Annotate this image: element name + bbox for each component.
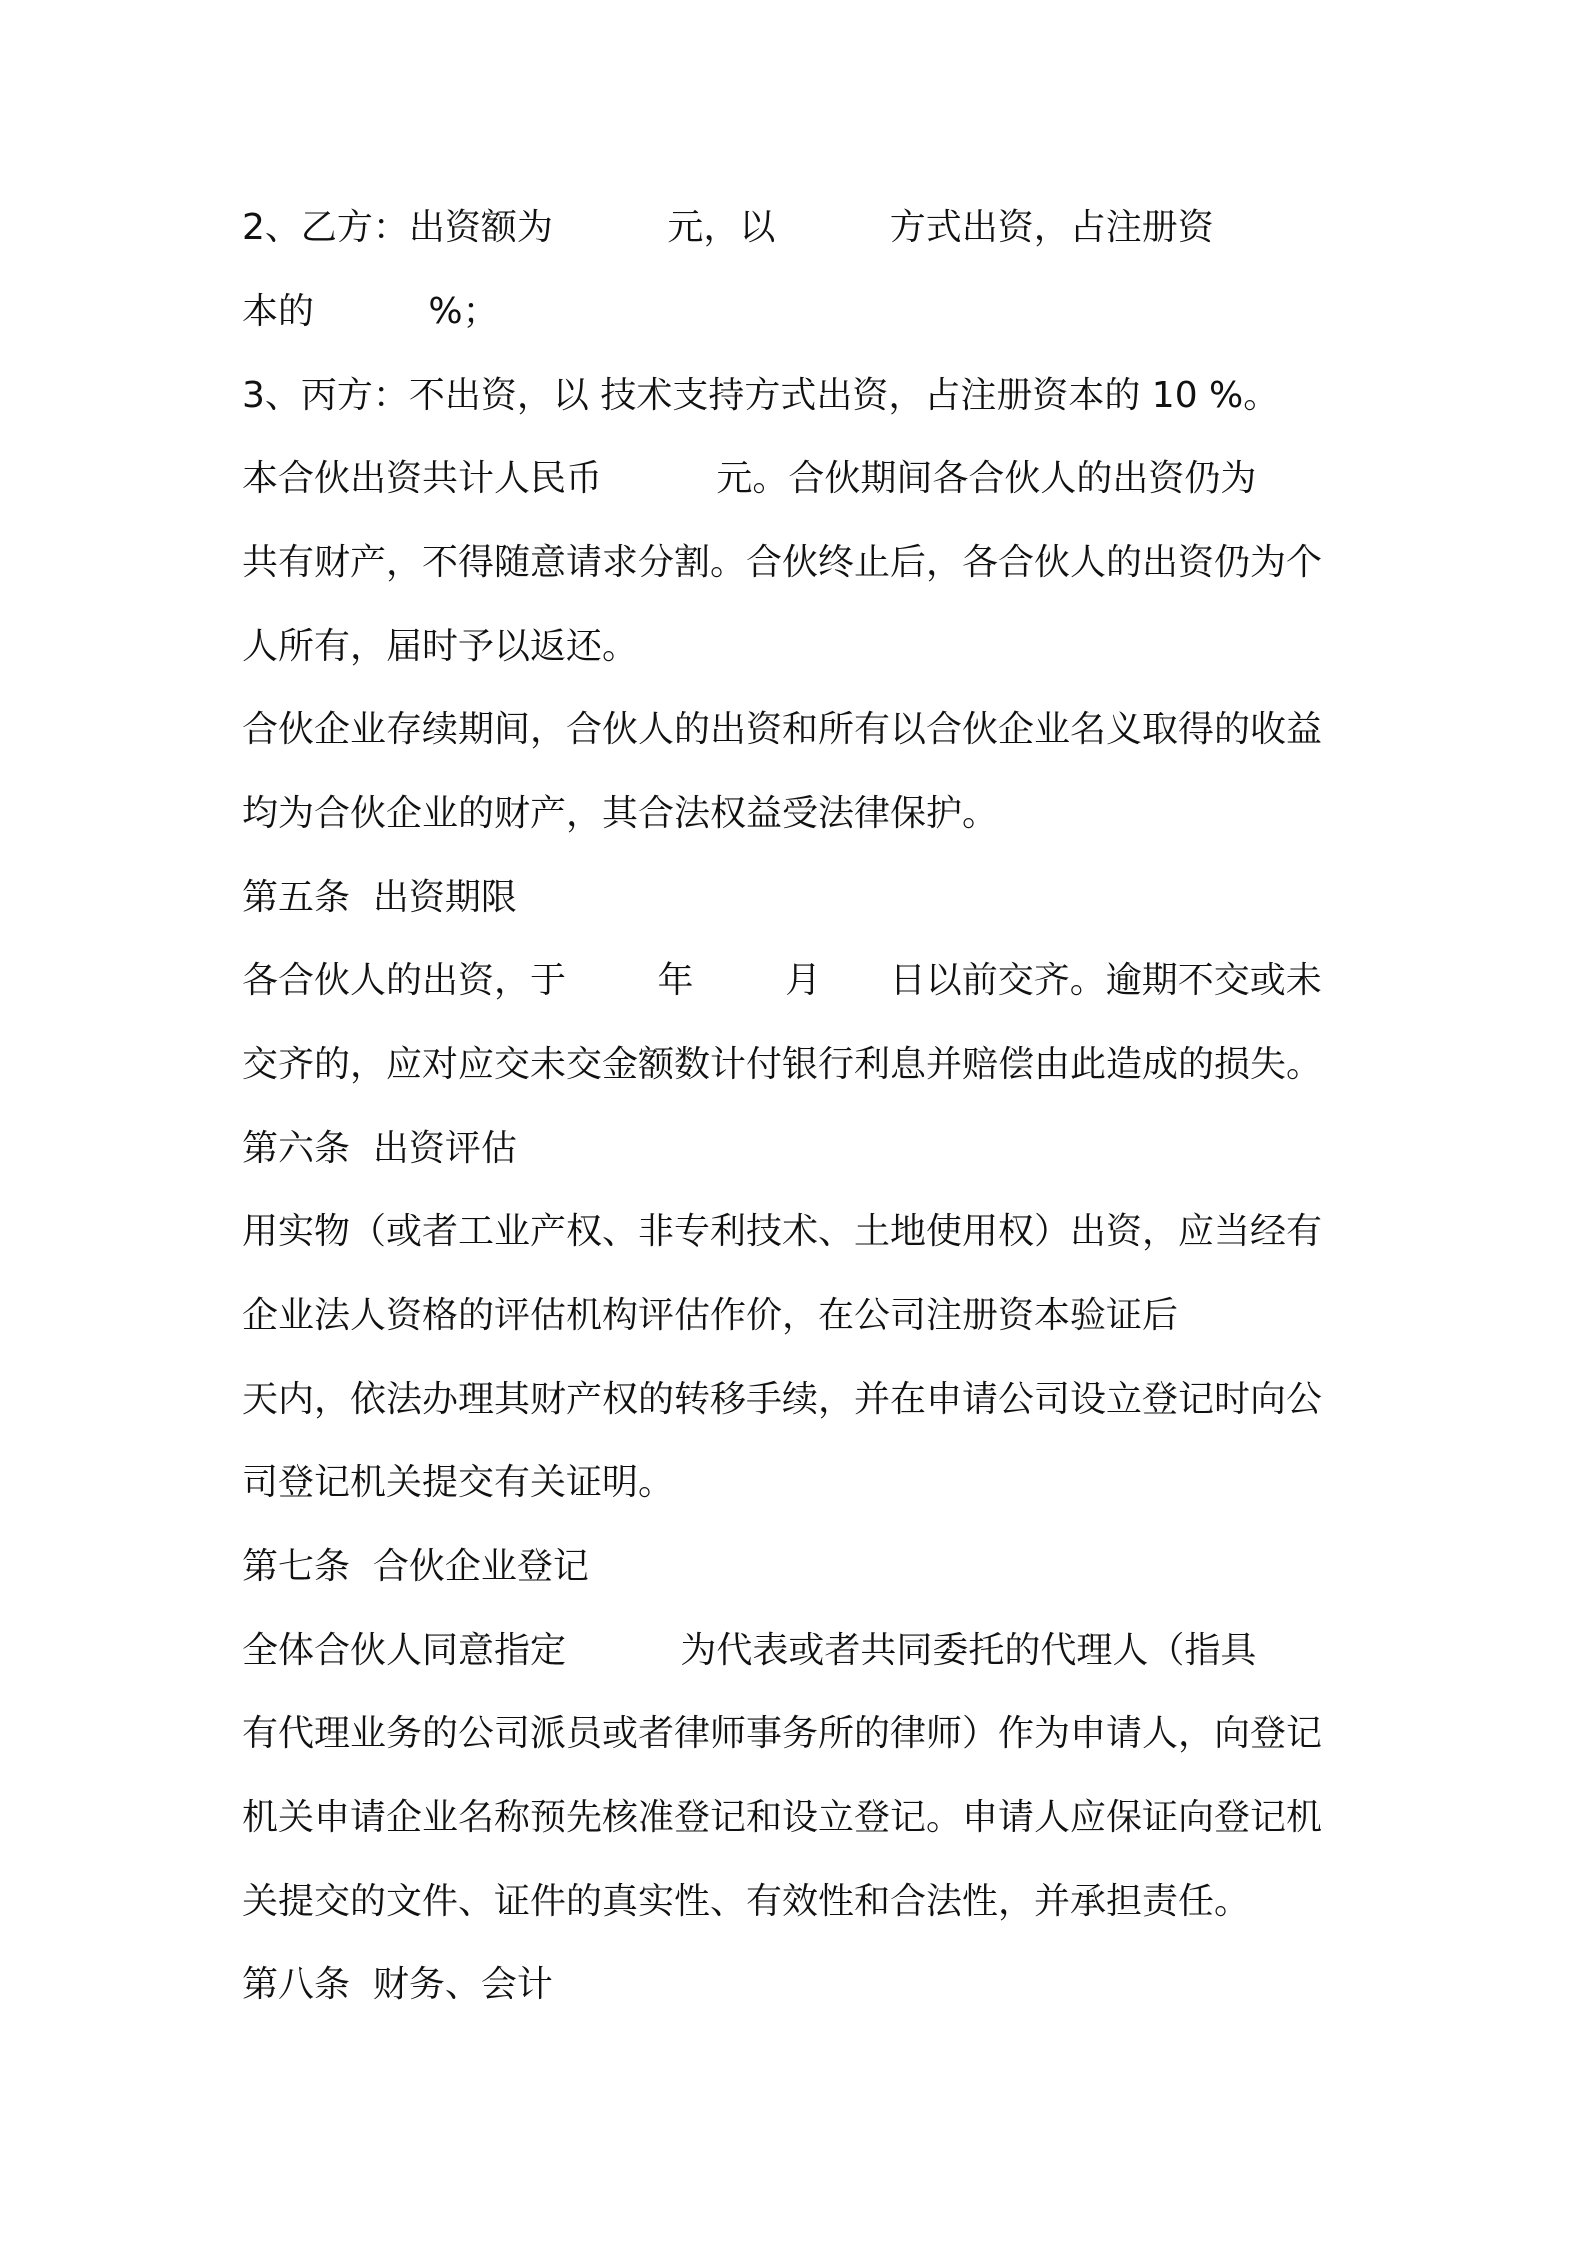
section-heading: 第七条 合伙企业登记 bbox=[242, 1546, 589, 1587]
section-heading: 第五条 出资期限 bbox=[242, 877, 517, 918]
text-line: 本的 %； bbox=[242, 291, 499, 332]
text-line: 司登记机关提交有关证明。 bbox=[242, 1462, 675, 1503]
text-line: 全体合伙人同意指定 为代表或者共同委托的代理人（指具 bbox=[242, 1630, 1257, 1671]
text-line: 机关申请企业名称预先核准登记和设立登记。申请人应保证向登记机 bbox=[242, 1797, 1323, 1838]
section-heading: 第八条 财务、会计 bbox=[242, 1964, 553, 2005]
text-line: 关提交的文件、证件的真实性、有效性和合法性，并承担责任。 bbox=[242, 1881, 1251, 1922]
text-line: 本合伙出资共计人民币 元。合伙期间各合伙人的出资仍为 bbox=[242, 458, 1257, 499]
section-heading: 第六条 出资评估 bbox=[242, 1128, 517, 1169]
text-line: 2、乙方：出资额为 元，以 方式出资，占注册资 bbox=[242, 207, 1214, 248]
text-line: 合伙企业存续期间，合伙人的出资和所有以合伙企业名义取得的收益 bbox=[242, 709, 1323, 750]
text-line: 均为合伙企业的财产，其合法权益受法律保护。 bbox=[242, 793, 999, 834]
text-line: 人所有，届时予以返还。 bbox=[242, 626, 639, 667]
text-line: 共有财产，不得随意请求分割。合伙终止后，各合伙人的出资仍为个 bbox=[242, 542, 1323, 583]
text-line: 天内，依法办理其财产权的转移手续，并在申请公司设立登记时向公 bbox=[242, 1379, 1323, 1420]
text-line: 企业法人资格的评估机构评估作价，在公司注册资本验证后 bbox=[242, 1295, 1179, 1336]
text-line: 各合伙人的出资，于 年 月 日以前交齐。逾期不交或未 bbox=[242, 960, 1322, 1001]
text-line: 有代理业务的公司派员或者律师事务所的律师）作为申请人，向登记 bbox=[242, 1713, 1323, 1754]
text-line: 交齐的，应对应交未交金额数计付银行利息并赔偿由此造成的损失。 bbox=[242, 1044, 1323, 1085]
text-line: 3、丙方：不出资，以 技术支持方式出资，占注册资本的 10 %。 bbox=[242, 375, 1280, 416]
text-line: 用实物（或者工业产权、非专利技术、土地使用权）出资，应当经有 bbox=[242, 1211, 1323, 1252]
